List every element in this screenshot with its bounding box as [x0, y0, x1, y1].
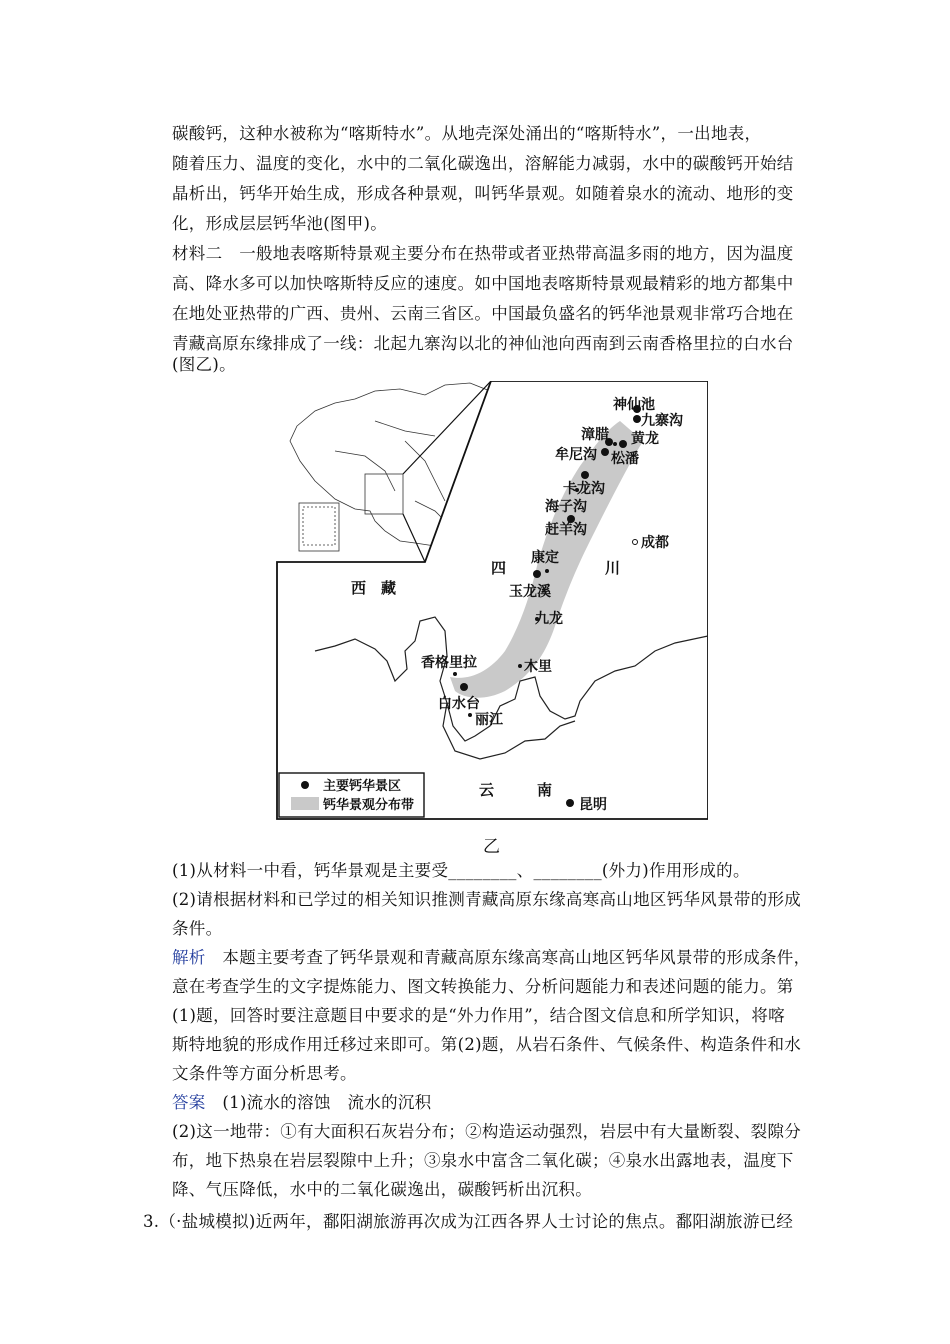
label-mounigou: 牟尼沟 — [555, 447, 597, 463]
region-si: 四 — [491, 559, 507, 577]
label-kunming: 昆明 — [579, 797, 607, 813]
question-2-cont: 条件。 — [172, 919, 223, 938]
label-jiulong: 九龙 — [535, 611, 563, 627]
analysis-line: 解析 本题主要考查了钙华景观和青藏高原东缘高寒高山地区钙华风景带的形成条件， — [172, 948, 811, 967]
paragraph-line: 高、降水多可以加快喀斯特反应的速度。如中国地表喀斯特景观最精彩的地方都集中 — [172, 274, 794, 293]
label-yulongxi: 玉龙溪 — [509, 584, 551, 600]
label-zhangla: 漳腊 — [581, 427, 609, 443]
label-lijiang: 丽江 — [475, 712, 503, 728]
paragraph-line: 碳酸钙，这种水被称为“喀斯特水”。从地壳深处涌出的“喀斯特水”，一出地表， — [172, 124, 762, 143]
analysis-line: 文条件等方面分析思考。 — [172, 1064, 357, 1083]
answer-line: 布，地下热泉在岩层裂隙中上升；③泉水中富含二氧化碳；④泉水出露地表，温度下 — [172, 1151, 794, 1170]
legend-dot-label: 主要钙华景区 — [323, 779, 402, 794]
legend-band-icon — [291, 797, 319, 810]
region-yun: 云 — [479, 781, 495, 799]
label-kangding: 康定 — [531, 550, 559, 566]
analysis-label: 解析 — [172, 948, 206, 967]
legend-band-label: 钙华景观分布带 — [323, 798, 415, 813]
label-ganyanggou: 赶羊沟 — [545, 522, 587, 538]
map-legend — [279, 773, 424, 817]
answer-line: (2)这一地带：①有大面积石灰岩分布；②构造运动强烈，岩层中有大量断裂、裂隙分 — [172, 1122, 802, 1141]
label-jiuzhaigou: 九寨沟 — [641, 413, 683, 429]
label-kalonggou: 卡龙沟 — [563, 481, 605, 497]
label-xianggelila: 香格里拉 — [421, 655, 477, 671]
figure-caption: 乙 — [483, 837, 500, 857]
paragraph-line: 材料二 一般地表喀斯特景观主要分布在热带或者亚热带高温多雨的地方，因为温度 — [172, 244, 794, 263]
paragraph-line: 随着压力、温度的变化，水中的二氧化碳逸出，溶解能力减弱，水中的碳酸钙开始结 — [172, 154, 794, 173]
label-shenxianchi: 神仙池 — [613, 397, 655, 413]
region-chuan: 川 — [605, 559, 621, 577]
travertine-distribution-map — [275, 381, 708, 821]
label-haizigou: 海子沟 — [545, 499, 587, 515]
label-huanglong: 黄龙 — [631, 431, 659, 447]
analysis-line: (1)题，回答时要注意题目中要求的是“外力作用”，结合图文信息和所学知识，将喀 — [172, 1006, 785, 1025]
question-1: (1)从材料一中看，钙华景观是主要受________、________(外力)作用形成的。 — [172, 861, 750, 880]
label-chengdu: 成都 — [641, 535, 669, 551]
question-3-stem: 3.（·盐城模拟)近两年，鄱阳湖旅游再次成为江西各界人士讨论的焦点。鄱阳湖旅游已经 — [143, 1212, 794, 1231]
region-nan: 南 — [537, 781, 553, 799]
paragraph-line: 在地处亚热带的广西、贵州、云南三省区。中国最负盛名的钙华池景观非常巧合地在 — [172, 304, 794, 323]
answer-label: 答案 — [172, 1093, 206, 1112]
analysis-line: 意在考查学生的文字提炼能力、图文转换能力、分析问题能力和表述问题的能力。第 — [172, 977, 794, 996]
analysis-line: 斯特地貌的形成作用迁移过来即可。第(2)题，从岩石条件、气候条件、构造条件和水 — [172, 1035, 802, 1054]
paragraph-line: 青藏高原东缘排成了一线：北起九寨沟以北的神仙池向西南到云南香格里拉的白水台 — [172, 334, 794, 353]
legend-dot-icon — [301, 781, 309, 789]
label-songpan: 松潘 — [611, 451, 639, 467]
region-xizang: 西 藏 — [351, 579, 397, 597]
answer-line: 答案 (1)流水的溶蚀 流水的沉积 — [172, 1093, 432, 1112]
label-baishuitai: 白水台 — [438, 696, 480, 712]
label-muli: 木里 — [524, 659, 552, 675]
paragraph-line: (图乙)。 — [172, 355, 236, 374]
paragraph-line: 化，形成层层钙华池(图甲)。 — [172, 214, 388, 233]
paragraph-line: 晶析出，钙华开始生成，形成各种景观，叫钙华景观。如随着泉水的流动、地形的变 — [172, 184, 794, 203]
question-2: (2)请根据材料和已学过的相关知识推测青藏高原东缘高寒高山地区钙华风景带的形成 — [172, 890, 802, 909]
answer-line: 降、气压降低，水中的二氧化碳逸出，碳酸钙析出沉积。 — [172, 1180, 592, 1199]
